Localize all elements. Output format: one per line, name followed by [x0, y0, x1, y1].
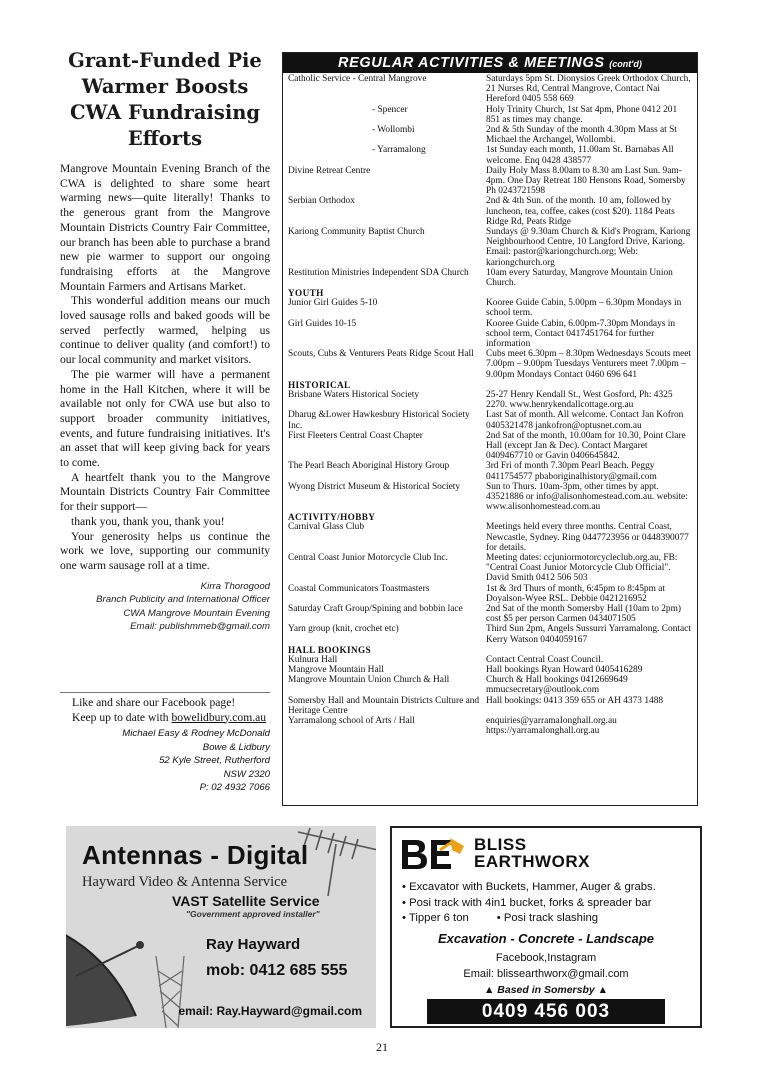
activity-row	[288, 410, 693, 430]
activity-row	[288, 431, 693, 462]
activities-box	[282, 52, 698, 806]
activity-row	[288, 145, 693, 165]
activity-row	[288, 349, 693, 380]
sponsor-address	[60, 727, 270, 795]
activity-row	[288, 125, 693, 145]
update-text: Keep up to date with	[72, 710, 172, 724]
activity-details: Third Sun 2pm, Angels Sussurri Yarramalong. Contact Kerry Watson 0404059167	[486, 624, 691, 645]
signoff-branch: CWA Mangrove Mountain Evening	[123, 607, 270, 619]
activity-row	[288, 522, 693, 553]
page-number: 21	[376, 1040, 388, 1054]
service-item-pair	[402, 911, 656, 927]
article-paragraph: Mangrove Mountain Evening Branch of the CWA is delighted to share some heart warming news—quite literally! Thanks to the generous grant from the Mangrove Mountain Districts Country Fair Committee, our branch has been able to purchase a brand new pie warmer to support our ongoing fundraising efforts at the Mangrove Mountain Farmers and Artisans Market.	[60, 162, 270, 293]
activity-name: Scouts, Cubs & Venturers Peats Ridge Scout Hall	[288, 349, 474, 360]
activity-details: Hall bookings: 0413 359 655 or AH 4373 1488	[486, 695, 664, 706]
facebook-update-line	[60, 711, 270, 726]
activity-row	[288, 166, 693, 197]
approved-installer: "Government approved installer"	[186, 909, 320, 919]
activity-row	[288, 584, 693, 604]
activity-row	[288, 624, 693, 644]
contact-name: Ray Hayward	[206, 936, 301, 953]
activity-name: Restitution Ministries Independent SDA Church	[288, 267, 469, 278]
cwa-article	[60, 48, 270, 634]
activity-details: 3rd Fri of month 7.30pm Pearl Beach. Peggy 0411754577 pbaboriginalhistory@gmail.com	[486, 461, 657, 482]
activity-name: Mangrove Mountain Hall	[288, 664, 384, 675]
activity-name: Mangrove Mountain Union Church & Hall	[288, 675, 450, 686]
activity-name: Girl Guides 10-15	[288, 318, 357, 329]
signoff-author: Kirra Thorogood	[200, 580, 270, 592]
services-list	[402, 880, 656, 927]
article-paragraph: A heartfelt thank you to the Mangrove Mountain Districts Country Fair Committee for their support—	[60, 470, 270, 514]
activity-details: Sun to Thurs. 10am-3pm, other times by appt. 43521886 or info@alisonhomestead.com.au. website: www.alisonhomestead.com.au	[486, 481, 688, 513]
activities-title-suffix: (cont'd)	[609, 59, 642, 69]
article-paragraph: thank you, thank you, thank you!	[71, 514, 225, 528]
website-link[interactable]: bowelidbury.com.au	[171, 710, 267, 724]
activity-details: Contact Central Coast Council.	[486, 654, 604, 665]
service-item: • Posi track with 4in1 bucket, forks & spreader bar	[402, 896, 656, 912]
activity-name: Dharug &Lower Hawkesbury Historical Society Inc.	[288, 410, 470, 431]
sponsor-phone: P: 02 4932 7066	[199, 782, 270, 793]
activity-row	[288, 716, 693, 736]
facebook-line: Like and share our Facebook page!	[72, 696, 236, 709]
activity-name: Coastal Communicators Toastmasters	[288, 583, 430, 594]
antennas-title: Antennas - Digital	[82, 840, 309, 870]
activity-name: First Fleeters Central Coast Chapter	[288, 430, 423, 441]
activities-header	[283, 53, 697, 73]
activity-details: 2nd Sat of the month, 10.00am for 10.30, Point Clare Hall (except Jan & Dec). Contact Margaret 0409467710 or Gavin 0406645842.	[486, 430, 686, 462]
article-signoff	[60, 580, 270, 634]
activity-row	[288, 268, 693, 288]
section-heading: HALL BOOKINGS	[288, 644, 372, 655]
section-divider	[60, 692, 270, 693]
bliss-email: Email: blissearthworx@gmail.com	[463, 968, 629, 980]
activity-row	[288, 298, 693, 318]
location-text: Based in Somersby	[497, 984, 595, 996]
activity-details: Holy Trinity Church, 1st Sat 4pm, Phone 0412 201 851 as times may change.	[486, 104, 678, 125]
bliss-name-line: BLISS	[474, 835, 527, 854]
article-paragraph: This wonderful addition means our much loved sausage rolls and baked goods will be served perfectly warmed, helping us continue to deliver quality (and comfort!) to our local community and market visitors.	[60, 294, 270, 367]
activity-row	[288, 665, 693, 675]
activity-row	[288, 227, 693, 268]
bliss-location	[392, 984, 700, 996]
activity-details: Sundays @ 9.30am Church & Kid's Program, Kariong Neighbourhood Centre, 10 Langford Drive, Kariong. Email: pastor@kariongchurch.org; Web: kariongchurch.org	[486, 227, 691, 268]
activity-details: 1st Sunday each month, 11.00am St. Barnabas All welcome. Enq 0428 438577	[486, 145, 674, 166]
activity-row	[288, 696, 693, 716]
activity-row	[288, 655, 693, 665]
service-item: • Posi track slashing	[497, 912, 598, 924]
activity-name: Brisbane Waters Historical Society	[288, 389, 420, 400]
activity-details: 10am every Saturday, Mangrove Mountain Union Church.	[486, 267, 673, 289]
arrow-icon: ▲	[483, 984, 498, 996]
activity-name: Junior Girl Guides 5-10	[288, 298, 378, 309]
activity-details: 1st & 3rd Thurs of month, 6:45pm to 8:45pm at Doyalson-Wyee RSL. Debbie 0421216952	[486, 583, 665, 604]
activity-row	[288, 390, 693, 410]
activity-row	[288, 105, 693, 125]
activity-name: Central Coast Junior Motorcycle Club Inc.	[288, 552, 448, 563]
activity-name: Wyong District Museum & Historical Society	[288, 481, 461, 492]
bliss-name-line: EARTHWORX	[474, 852, 590, 871]
activity-name: Kulnura Hall	[288, 654, 338, 665]
service-item: Tipper 6 ton	[408, 912, 469, 924]
signoff-email: Email: publishmmeb@gmail.com	[130, 621, 270, 633]
contact-email: email: Ray.Hayward@gmail.com	[178, 1004, 362, 1018]
activity-details: Cubs meet 6.30pm – 8.30pm Wednesdays Scouts meet 7.00pm – 9.00pm Tuesdays Venturers meet 7.00pm – 9.00pm Mondays Contact 0460 696 641	[486, 349, 692, 380]
activity-name: - Wollombi	[372, 125, 415, 136]
section-heading: YOUTH	[288, 288, 324, 299]
activity-name: Saturday Craft Group/Spining and bobbin lace	[288, 603, 463, 614]
activities-title: REGULAR ACTIVITIES & MEETINGS	[338, 55, 605, 71]
activity-row	[288, 74, 693, 105]
activity-name: Carnival Glass Club	[288, 522, 365, 533]
activity-row	[288, 196, 693, 227]
sponsor-street: 52 Kyle Street, Rutherford	[159, 755, 270, 766]
activity-row	[288, 482, 693, 513]
bliss-phone: 0409 456 003	[427, 999, 665, 1024]
arrow-icon: ▲	[594, 984, 609, 996]
activity-details: Daily Holy Mass 8.00am to 8.30 am Last Sun. 9am-4pm. One Day Retreat 180 Hensons Road, Somersby Ph 0243721598	[486, 165, 686, 197]
activity-details: 25-27 Henry Kendall St., West Gosford, Ph: 4325 2270. www.henrykendallcottage.org.au	[486, 389, 673, 411]
antennas-ad	[66, 826, 376, 1028]
activity-name: Catholic Service - Central Mangrove	[288, 74, 427, 84]
activity-row	[288, 675, 693, 695]
sponsor-names: Michael Easy & Rodney McDonald	[122, 728, 270, 739]
activity-details: 2nd & 4th Sun. of the month. 10 am, followed by luncheon, tea, coffee, cakes (cost $20). 1184 Peats Ridge Rd, Peats Ridge	[486, 196, 675, 227]
sponsor-company: Bowe & Lidbury	[202, 741, 270, 753]
section-heading: HISTORICAL	[288, 379, 351, 390]
activities-list	[283, 73, 697, 736]
activity-name: Serbian Orthodox	[288, 196, 355, 207]
bliss-logo-icon	[400, 836, 470, 872]
activity-details: Last Sat of month. All welcome. Contact Jan Kofron 0405321478 jankofron@optusnet.com.au	[486, 410, 684, 431]
signoff-role: Branch Publicity and International Officer	[96, 594, 270, 606]
activity-row	[288, 553, 693, 584]
activity-details: 2nd Sat of the month Somersby Hall (10am to 2pm) cost $5 per person Carmen 0434071505	[486, 603, 682, 625]
activity-row	[288, 604, 693, 624]
activity-details: Hall bookings Ryan Howard 0405416289	[486, 664, 643, 675]
bliss-social: Facebook,Instagram	[495, 952, 597, 964]
activity-name: Kariong Community Baptist Church	[288, 227, 425, 238]
activity-row	[288, 461, 693, 481]
sponsor-state: NSW 2320	[223, 768, 270, 780]
article-title: Grant-Funded Pie Warmer Boosts CWA Fundraising Efforts	[68, 49, 262, 150]
activity-details: Kooree Guide Cabin, 6.00pm-7.30pm Mondays in school term, Contact 0417451764 for further information	[486, 318, 676, 350]
activity-name: The Pearl Beach Aboriginal History Group	[288, 461, 450, 472]
vast-service: VAST Satellite Service	[172, 893, 320, 909]
activity-details: Meeting dates: ccjuniormotorcycleclub.org.au, FB: "Central Coast Junior Motorcycle Club Official". David Smith 0412 506 503	[486, 552, 678, 584]
article-paragraph: Your generosity helps us continue the work we love, supporting our community one warm sausage roll at a time.	[60, 529, 270, 572]
activity-details: Kooree Guide Cabin, 5.00pm – 6.30pm Mondays in school term.	[486, 298, 682, 319]
activity-row	[288, 319, 693, 350]
activity-details: Church & Hall bookings 0412669649 mmucsecretary@outlook.com	[486, 675, 628, 696]
bliss-tagline: Excavation - Concrete - Landscape	[437, 931, 654, 946]
activity-name: Somersby Hall and Mountain Districts Culture and Heritage Centre	[288, 695, 480, 716]
activity-name: - Spencer	[372, 104, 408, 115]
activity-name: - Yarramalong	[372, 145, 426, 156]
facebook-notice	[60, 696, 270, 795]
service-item: • Excavator with Buckets, Hammer, Auger & grabs.	[402, 880, 656, 896]
activity-details: Saturdays 5pm St. Dionysios Greek Orthodox Church, 21 Nurses Rd, Central Mangrove, Contact Nai Hereford 0405 558 669	[486, 74, 691, 105]
antennas-subtitle: Hayward Video & Antenna Service	[82, 874, 288, 890]
section-heading: ACTIVITY/HOBBY	[288, 512, 376, 523]
contact-mobile: mob: 0412 685 555	[206, 962, 348, 979]
article-paragraph: The pie warmer will have a permanent home in the Hall Kitchen, where it will be available not only for CWA use but also to support broader community initiatives, events, and future fundraising initiatives. It's an asset that will keep giving back for years to come.	[60, 367, 270, 470]
activity-details: enquiries@yarramaIonghall.org.au https://yarramalonghall.org.au	[486, 715, 617, 737]
activity-name: Divine Retreat Centre	[288, 165, 371, 176]
activity-name: Yarn group (knit, crochet etc)	[288, 624, 399, 635]
activity-name: Yarramalong school of Arts / Hall	[288, 715, 415, 726]
bliss-company-name	[474, 836, 590, 870]
activity-details: 2nd & 5th Sunday of the month 4.30pm Mass at St Michael the Archangel, Wollombi.	[486, 125, 677, 146]
bliss-earthworx-ad	[390, 826, 702, 1028]
activity-details: Meetings held every three months. Central Coast, Newcastle, Sydney. Ring 0447723956 or 0448390077 for details.	[486, 522, 689, 553]
